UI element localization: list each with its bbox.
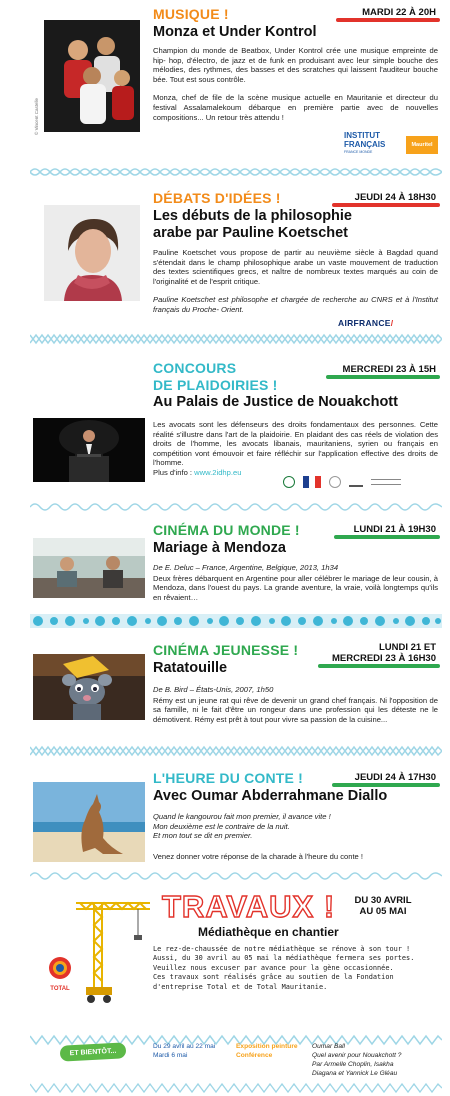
description-p1: Champion du monde de Beatbox, Under Kontrol crée une musique empreinte de hip- hop, d'électro, de jazz et de funk en produisant avec leur simple bouche des mélodies, des rythmes, des basses et des scratches qui laissent l'auditeur bouche bée. Tout est sous contrôle. <box>153 46 438 84</box>
event-title: Au Palais de Justice de Nouakchott <box>153 394 398 410</box>
event-title: Monza et Under Kontrol <box>153 24 317 40</box>
bientot-descriptions <box>312 1042 401 1078</box>
event-description <box>153 248 438 324</box>
travaux-p1: Le rez-de-chaussée de notre médiathèque se rénove à son tour ! Aussi, du 30 avril au 05 mai la médiathèque fermera ses portes. Veuillez nous excuser par avance pour la gène occasionnée. <box>153 945 415 972</box>
bientot-dates <box>153 1042 215 1060</box>
photo-credit: © Vincent Castelle <box>34 97 39 135</box>
dots-separator <box>30 614 442 628</box>
bientot-type-l1: Exposition peinture <box>236 1043 298 1050</box>
bientot-desc-l1: Oumar Ball <box>312 1043 345 1050</box>
travaux-subtitle: Médiathèque en chantier <box>198 925 339 939</box>
event-title-l2: arabe par Pauline Koetschet <box>153 225 349 241</box>
crane-illustration <box>72 895 152 1005</box>
mauritel-logo <box>406 136 438 154</box>
event-description <box>153 685 438 733</box>
event-date <box>338 524 436 535</box>
event-date-text: JEUDI 24 À 18H30 <box>354 192 436 203</box>
zigzag-separator <box>30 333 442 345</box>
logo-sub: FRANCE MONDE <box>344 150 373 154</box>
category-label: CINÉMA DU MONDE ! <box>153 522 300 538</box>
logo-text: AIRFRANCE <box>338 318 391 328</box>
description-p1: Pauline Koetschet vous propose de partir au neuvième siècle à Bagdad quand s'étendait dans le champ philosophique arabe un vaste mouvement de traduction des textes scientifiques grecs, et naître de nombreux textes marqués au coin de l'originalité et de l'esprit critique. <box>153 248 438 286</box>
category-label <box>153 360 278 394</box>
event-date <box>336 192 436 203</box>
event-date-text: MARDI 22 À 20H <box>362 7 436 18</box>
event-date <box>330 364 436 375</box>
event-cinema-monde <box>0 515 450 615</box>
partner-logo-icon <box>349 477 363 487</box>
event-date-text: LUNDI 21 À 19H30 <box>353 524 436 535</box>
travaux-section <box>0 885 450 1025</box>
date-underline <box>332 783 440 787</box>
total-logo <box>44 955 76 992</box>
travaux-date-l2: AU 05 MAI <box>359 906 407 917</box>
event-title-l1: Les débuts de la philosophie <box>153 208 352 224</box>
partner-emblem-icon <box>329 476 341 488</box>
wave-separator <box>30 501 442 513</box>
photo-pauline-koetschet <box>44 205 140 301</box>
date-underline <box>326 375 440 379</box>
event-title <box>153 208 352 242</box>
event-date <box>336 772 436 783</box>
kangaroo-image <box>33 782 145 862</box>
description-p1: Rémy est un jeune rat qui rêve de devenir un grand chef français. Ni l'opposition de sa famille, ni le fait d'être un rongeur dans une profession qui les déteste ne le démotivent. Rémy est prêt à tout pour vivre sa passion de la cuisine... <box>153 695 438 724</box>
event-date-l1: LUNDI 21 ET <box>378 642 436 653</box>
event-musique <box>0 0 450 175</box>
total-swirl-icon <box>47 955 73 981</box>
event-conte <box>0 760 450 870</box>
date-underline <box>318 664 440 668</box>
category-label: DÉBATS D'IDÉES ! <box>153 190 281 206</box>
logo-text: INSTITUT FRANÇAIS <box>344 131 386 149</box>
zigzag-separator <box>30 745 442 757</box>
travaux-date-l1: DU 30 AVRIL <box>354 895 412 906</box>
bientot-desc-l4: Diagana et Yannick Le Gléau <box>312 1070 398 1077</box>
logo-text: Mauritel <box>411 142 433 148</box>
date-underline <box>332 203 440 207</box>
wave-separator <box>30 166 442 178</box>
info-label: Plus d'info : <box>153 467 195 477</box>
wave-separator <box>30 870 442 882</box>
logo-text: TOTAL <box>50 986 70 992</box>
performers-image <box>44 20 140 132</box>
photo-kangaroo <box>33 782 145 862</box>
event-concours <box>0 350 450 510</box>
description-p2: Pauline Koetschet est philosophe et chargée de recherche au CNRS et à l'Institut français du Proche- Orient. <box>153 295 438 314</box>
bientot-desc-l3: Par Armelle Choplin, Isakha <box>312 1061 394 1068</box>
date-underline <box>334 535 440 539</box>
event-date <box>322 642 436 664</box>
institut-francais-logo <box>344 131 404 161</box>
event-date-text: JEUDI 24 À 17H30 <box>354 772 436 783</box>
category-label: MUSIQUE ! <box>153 6 229 22</box>
riddle-l2: Mon deuxième est le contraire de la nuit. <box>153 821 290 831</box>
category-label: CINÉMA JEUNESSE ! <box>153 642 299 658</box>
event-description <box>153 46 438 131</box>
wave-separator <box>30 1082 442 1094</box>
photo-ratatouille <box>33 654 145 720</box>
info-link[interactable]: www.2idhp.eu <box>194 467 242 477</box>
category-l2: DE PLAIDOIRIES ! <box>153 377 278 393</box>
travaux-title: TRAVAUX ! <box>162 889 336 924</box>
event-description <box>153 420 438 478</box>
bientot-date-l2: Mardi 6 mai <box>153 1052 188 1059</box>
event-call-to-action: Venez donner votre réponse de la charade à l'heure du conte ! <box>153 852 364 861</box>
description-p1: Deux frères débarquent en Argentine pour aller célébrer le mariage de leur cousin, à Mendoza, dans l'ouest du pays. La grande aventure, la vraie, voilà longtemps qu'ils en rêvaient… <box>153 573 438 602</box>
travaux-description <box>153 945 438 992</box>
date-underline <box>336 18 440 22</box>
partner-text-logo-icon <box>371 479 401 485</box>
bientot-badge <box>60 1042 127 1061</box>
bientot-types <box>236 1042 298 1060</box>
event-title: Mariage à Mendoza <box>153 540 286 556</box>
event-date-text: MERCREDI 23 À 15H <box>342 364 436 375</box>
bientot-date-l1: Du 29 avril au 22 mai <box>153 1043 216 1050</box>
riddle-l3: Et mon tout se dit en premier. <box>153 831 253 841</box>
photo-mariage-mendoza <box>33 538 145 598</box>
photo-under-kontrol <box>44 20 140 132</box>
event-title: Ratatouille <box>153 660 228 676</box>
event-riddle <box>153 812 438 841</box>
travaux-p2: Ces travaux sont réalisés grâce au soutien de la Fondation d'entreprise Total et de Total Mauritanie. <box>153 973 394 991</box>
riddle-l1: Quand le kangourou fait mon premier, il avance vite ! <box>153 812 331 821</box>
description-p1: Les avocats sont les défenseurs des droits fondamentaux des personnes. Cette réalité s'illustre dans l'art de la plaidoirie. En plaidant des cas réels de violation des droits de l'homme, les avocats libanais, mauritaniens, syrien ou français en compétition vont émouvoir et faire réfléchir sur l'application effective des droits de l'homme. <box>153 420 438 468</box>
photo-palais-justice <box>33 418 145 482</box>
partner-logos <box>283 474 438 490</box>
event-date <box>340 7 436 18</box>
partner-seal-icon <box>283 476 295 488</box>
bientot-desc-l2: Quel avenir pour Nouakchott ? <box>312 1052 402 1059</box>
portrait-image <box>44 205 140 301</box>
lawyer-image <box>33 418 145 482</box>
category-label: L'HEURE DU CONTE ! <box>153 770 304 786</box>
film-credits: De B. Bird – États-Unis, 2007, 1h50 <box>153 685 274 694</box>
travaux-date <box>350 895 416 917</box>
event-description <box>153 563 438 611</box>
event-title: Avec Oumar Abderrahmane Diallo <box>153 788 388 804</box>
film-still-image <box>33 654 145 720</box>
bientot-label: ET BIENTÔT... <box>69 1047 117 1057</box>
film-credits: De E. Deluc – France, Argentine, Belgique, 2013, 1h34 <box>153 563 339 572</box>
film-still-image <box>33 538 145 598</box>
event-cinema-jeunesse <box>0 632 450 742</box>
airfrance-logo: AIRFRANCE/ <box>338 318 394 328</box>
french-flag-icon <box>303 476 321 488</box>
category-l1: CONCOURS <box>153 360 237 376</box>
event-date-l2: MERCREDI 23 À 16H30 <box>331 653 436 664</box>
bientot-type-l2: Conférence <box>236 1052 273 1059</box>
description-p2: Monza, chef de file de la scène musique actuelle en Mauritanie et directeur du festival Assalamalekoum débarque en première partie avec de nouvelles compositions... Un retour très attendu ! <box>153 93 438 122</box>
crane-icon <box>72 895 152 1005</box>
event-debats <box>0 180 450 340</box>
